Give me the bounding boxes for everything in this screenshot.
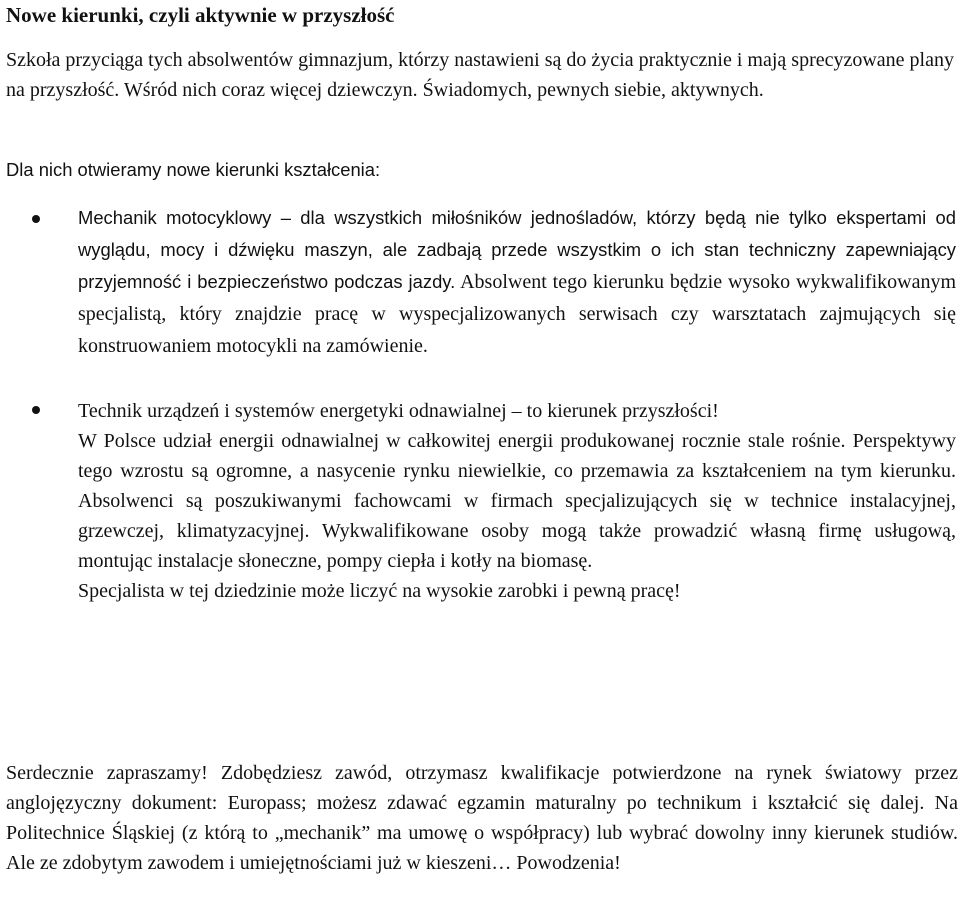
bullet-technik-heading: Technik urządzeń i systemów energetyki odnawialnej – to kierunek przyszłości! bbox=[78, 400, 719, 422]
document-title: Nowe kierunki, czyli aktywnie w przyszłość bbox=[6, 3, 395, 27]
bullet-mechanik-graduate: Absolwent tego kierunku będzie wysoko wykwalifikowanym specjalistą, który znajdzie pracę w wyspecjalizowanych serwisach czy warsztatach zajmujących się konstruowaniem motocykli na zamówienie. bbox=[78, 271, 957, 357]
intro-paragraph: Szkoła przyciąga tych absolwentów gimnazjum, którzy nastawieni są do życia praktycznie i mają sprecyzowane plany na przyszłość. Wśród nich coraz więcej dziewczyn. Świadomych, pewnych siebie, aktywnych. bbox=[6, 49, 954, 101]
bullet-technik-body: W Polsce udział energii odnawialnej w całkowitej energii produkowanej rocznie stale rośnie. Perspektywy tego wzrostu są ogromne, a nasycenie rynku niewielkie, co przemawia za kształceniem na tym kierunku. Absolwenci są poszukiwanymi fachowcami w firmach specjalizujących się w technice instalacyjnej, grzewczej, klimatyzacyjnej. Wykwalifikowane osoby mogą także prowadzić własną firmę usługową, montując instalacje słoneczne, pompy ciepła i kotły na biomasę. bbox=[78, 430, 956, 572]
bullet-mechanik-motocyklowy bbox=[78, 203, 956, 363]
outro-paragraph: Serdecznie zapraszamy! Zdobędziesz zawód, otrzymasz kwalifikacje potwierdzone na rynek światowy przez anglojęzyczny dokument: Europass; możesz zdawać egzamin maturalny po technikum i kształcić się dalej. Na Politechnice Śląskiej (z którą to „mechanik” ma umowę o współpracy) lub wybrać dowolny inny kierunek studiów. Ale ze zdobytym zawodem i umiejętnościami już w kieszeni… Powodzenia! bbox=[6, 762, 958, 874]
bullet-dot-icon bbox=[32, 406, 40, 414]
bullet-dot-icon bbox=[32, 215, 40, 223]
bullet-technik-energetyki bbox=[78, 396, 956, 606]
bullet-mechanik-description: Mechanik motocyklowy – dla wszystkich miłośników jednośladów, którzy będą nie tylko ekspertami od wyglądu, mocy i dźwięku maszyn, ale zadbają przede wszystkim o ich stan techniczny zapewniający przyjemność i bezpieczeństwo podczas jazdy. bbox=[78, 207, 956, 292]
lead-paragraph: Dla nich otwieramy nowe kierunki kształcenia: bbox=[6, 159, 381, 180]
bullet-technik-closing: Specjalista w tej dziedzinie może liczyć na wysokie zarobki i pewną pracę! bbox=[78, 580, 681, 602]
